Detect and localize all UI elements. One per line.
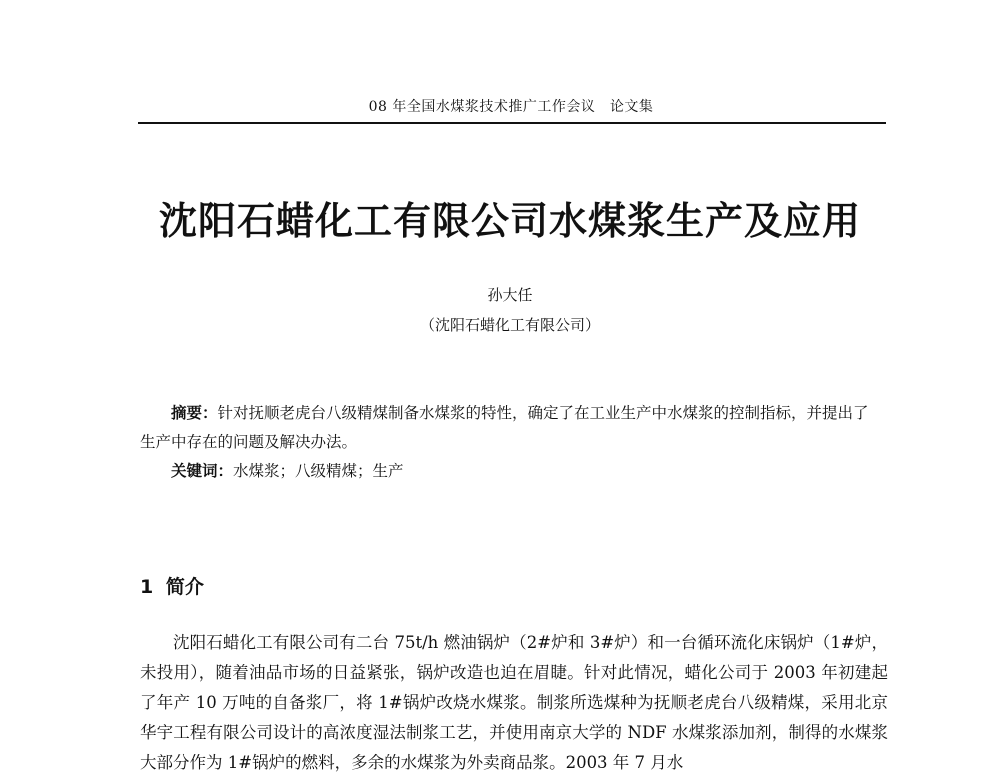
keywords — [140, 456, 882, 486]
author-name: 孙大任 — [487, 286, 533, 304]
author-affiliation: （沈阳石蜡化工有限公司） — [419, 316, 600, 334]
keywords-text: 水煤浆；八级精煤；生产 — [233, 462, 404, 480]
running-header: 08 年全国水煤浆技术推广工作会议 论文集 — [368, 99, 654, 115]
section-heading-intro: 1 简介 — [140, 576, 204, 598]
abstract-label: 摘要： — [171, 403, 218, 422]
header-rule — [138, 122, 886, 124]
abstract-text: 针对抚顺老虎台八级精煤制备水煤浆的特性，确定了在工业生产中水煤浆的控制指标，并提出了生产中存在的问题及解决办法。 — [140, 404, 869, 451]
keywords-label: 关键词： — [171, 461, 234, 480]
paper-title: 沈阳石蜡化工有限公司水煤浆生产及应用 — [158, 199, 861, 243]
body-paragraph: 沈阳石蜡化工有限公司有二台 75t/h 燃油锅炉（2#炉和 3#炉）和一台循环流化床锅炉（1#炉，未投用），随着油品市场的日益紧张，锅炉改造也迫在眉睫。针对此情况，蜡化公司于 2003 年初建起了年产 10 万吨的自备浆厂，将 1#锅炉改烧水煤浆。制浆所选煤种为抚顺老虎台八级精煤，采用北京华宇工程有限公司设计的高浓度湿法制浆工艺，并使用南京大学的 NDF 水煤浆添加剂，制得的水煤浆大部分作为 1#锅炉的燃料，多余的水煤浆为外卖商品浆。2003 年 7 月水 — [140, 633, 888, 772]
abstract — [140, 398, 882, 457]
